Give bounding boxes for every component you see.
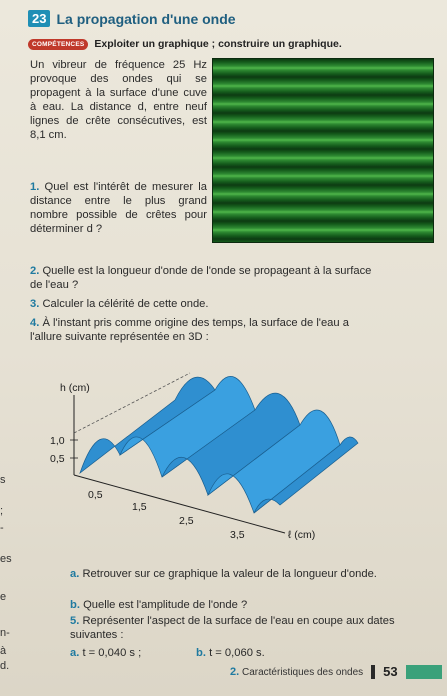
question-text: Quelle est l'amplitude de l'onde ? <box>83 599 248 611</box>
question-subnumber: a. <box>70 568 80 580</box>
chapter-title: Caractéristiques des ondes <box>241 666 364 678</box>
wave-3d-figure <box>40 355 370 555</box>
margin-fragment: - <box>0 522 4 534</box>
question-number: 1. <box>30 181 40 193</box>
l-tick-label: 2,5 <box>179 515 194 527</box>
question-3 <box>30 297 370 311</box>
question-number: 5. <box>70 615 80 627</box>
competences-row <box>28 38 342 50</box>
question-text: Représenter l'aspect de la surface de l'eau en coupe aux dates suivantes : <box>70 615 395 641</box>
question-2 <box>30 264 375 292</box>
question-subnumber: b. <box>70 599 80 611</box>
chapter-label <box>230 666 363 678</box>
question-4 <box>30 316 375 344</box>
exercise-number: 23 <box>28 10 50 27</box>
question-number: 3. <box>30 298 40 310</box>
question-subnumber: a. <box>70 647 80 659</box>
wave-surface <box>80 376 358 513</box>
l-tick-label: 3,5 <box>230 529 245 541</box>
exercise-header <box>28 10 236 27</box>
margin-fragment: e <box>0 591 7 603</box>
competences-badge: COMPÉTENCES <box>28 39 88 50</box>
margin-fragment: es <box>0 553 12 565</box>
question-4b <box>70 598 400 612</box>
l-tick-label: 1,5 <box>132 501 147 513</box>
question-subnumber: b. <box>196 647 206 659</box>
question-text: t = 0,060 s. <box>209 647 265 659</box>
h-tick-label: 0,5 <box>50 453 65 465</box>
intro-paragraph: Un vibreur de fréquence 25 Hz provoque des ondes qui se propagent à la surface d'une cuve à eau. La distance d, entre neuf lignes de crête consécutives, est 8,1 cm. <box>30 59 207 141</box>
page-number: 53 <box>383 664 398 679</box>
exercise-title: La propagation d'une onde <box>56 10 236 27</box>
margin-fragment: n- <box>0 627 10 639</box>
h-axis-label: h (cm) <box>60 382 90 394</box>
competences-text: Exploiter un graphique ; construire un graphique. <box>94 38 342 50</box>
question-text: À l'instant pris comme origine des temps, la surface de l'eau a l'allure suivante représentée en 3D : <box>30 317 349 343</box>
question-5b <box>196 646 346 660</box>
margin-fragment: ; <box>0 505 4 517</box>
question-text: Quel est l'intérêt de mesurer la distance entre le plus grand nombre possible de crêtes pour déterminer d ? <box>30 181 207 235</box>
l-tick-label: 0,5 <box>88 489 103 501</box>
question-1 <box>30 180 207 236</box>
page-footer <box>230 664 442 679</box>
margin-fragment: à <box>0 645 7 657</box>
margin-fragment: s <box>0 474 6 486</box>
question-text: Calculer la célérité de cette onde. <box>42 298 209 310</box>
margin-fragment: d. <box>0 660 10 672</box>
question-text: Quelle est la longueur d'onde de l'onde se propageant à la surface de l'eau ? <box>30 265 372 291</box>
question-text: Retrouver sur ce graphique la valeur de la longueur d'onde. <box>82 568 377 580</box>
question-number: 4. <box>30 317 40 329</box>
question-text: t = 0,040 s ; <box>82 647 142 659</box>
question-4a <box>70 567 400 581</box>
h-tick-label: 1,0 <box>50 435 65 447</box>
footer-divider <box>371 665 375 679</box>
l-axis-label: ℓ (cm) <box>288 529 316 541</box>
question-5 <box>70 614 400 642</box>
chapter-color-tab <box>406 665 442 679</box>
chapter-number: 2. <box>230 665 240 678</box>
ripple-tank-photo <box>212 58 434 243</box>
question-number: 2. <box>30 265 40 277</box>
